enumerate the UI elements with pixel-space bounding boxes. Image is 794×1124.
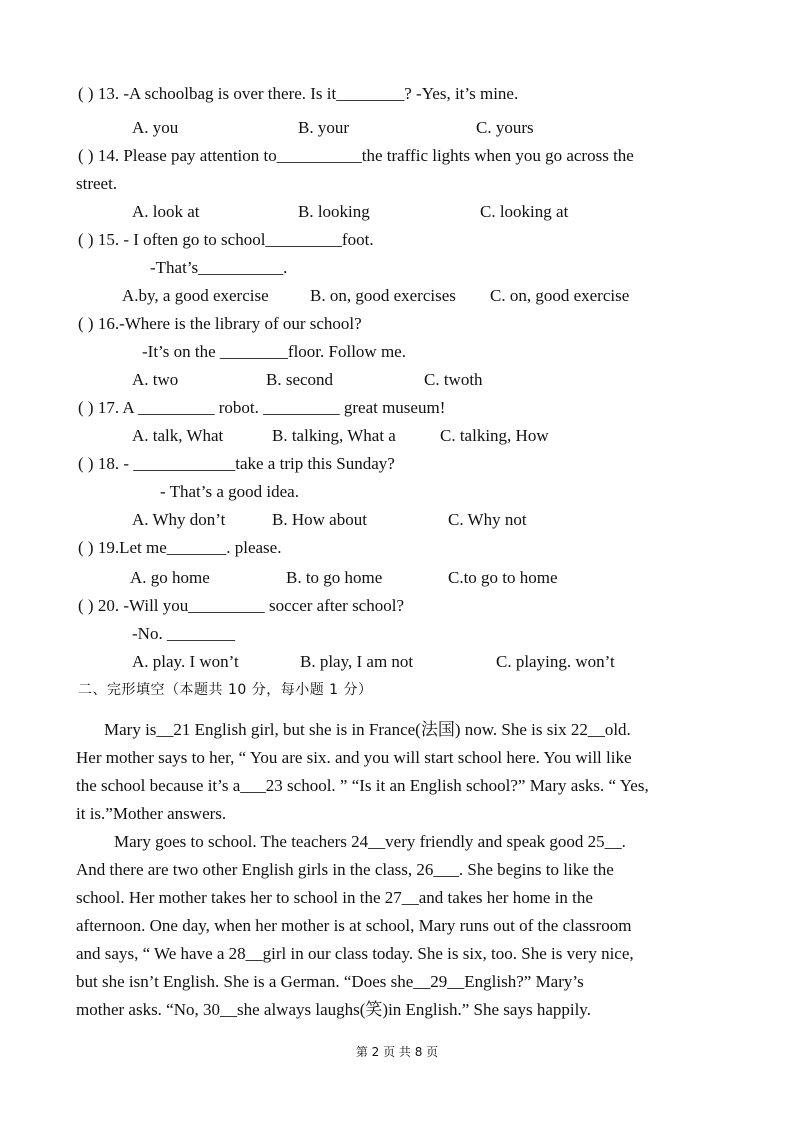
option-c: C. talking, How (440, 426, 549, 445)
option-a: A. you (132, 118, 179, 137)
question-16-reply: -It’s on the ________floor. Follow me. (142, 342, 406, 361)
cloze-line-3: the school because it’s a___23 school. ” “Is it an English school?” Mary asks. “ Yes, (76, 776, 649, 795)
question-18: ( ) 18. - ____________take a trip this Sunday? (78, 454, 395, 473)
option-c: C. yours (476, 118, 534, 137)
option-c: C. on, good exercise (490, 286, 630, 305)
option-a: A. go home (130, 568, 210, 587)
question-13: ( ) 13. -A schoolbag is over there. Is it________? -Yes, it’s mine. (78, 84, 519, 103)
question-20-reply: -No. ________ (132, 624, 235, 643)
option-c: C. playing. won’t (496, 652, 615, 671)
option-c: C.to go to home (448, 568, 558, 587)
cloze-line-7: school. Her mother takes her to school in the 27__and takes her home in the (76, 888, 593, 907)
option-a: A. play. I won’t (132, 652, 239, 671)
option-b: B. on, good exercises (310, 286, 456, 305)
question-14-cont: street. (76, 174, 118, 193)
option-a: A. look at (132, 202, 200, 221)
cloze-line-2: Her mother says to her, “ You are six. and you will start school here. You will like (76, 748, 632, 767)
question-14: ( ) 14. Please pay attention to__________the traffic lights when you go across the (78, 146, 634, 165)
option-a: A.by, a good exercise (122, 286, 269, 305)
option-c: C. twoth (424, 370, 483, 389)
question-16: ( ) 16.-Where is the library of our school? (78, 314, 362, 333)
question-15-reply: -That’s__________. (150, 258, 288, 277)
question-18-reply: - That’s a good idea. (160, 482, 299, 501)
option-b: B. looking (298, 202, 370, 221)
cloze-line-8: afternoon. One day, when her mother is at school, Mary runs out of the classroom (76, 916, 632, 935)
cloze-line-6: And there are two other English girls in the class, 26___. She begins to like the (76, 860, 614, 879)
question-17: ( ) 17. A _________ robot. _________ great museum! (78, 398, 446, 417)
section-title-cloze: 二、完形填空（本题共 10 分，每小题 1 分） (78, 682, 373, 698)
option-a: A. talk, What (132, 426, 224, 445)
cloze-line-11: mother asks. “No, 30__she always laughs(笑)in English.” She says happily. (76, 1000, 591, 1019)
option-a: A. Why don’t (132, 510, 226, 529)
question-19: ( ) 19.Let me_______. please. (78, 538, 282, 557)
option-b: B. How about (272, 510, 367, 529)
option-b: B. second (266, 370, 334, 389)
question-15: ( ) 15. - I often go to school_________foot. (78, 230, 374, 249)
cloze-line-4: it is.”Mother answers. (76, 804, 227, 823)
option-b: B. to go home (286, 568, 383, 587)
option-a: A. two (132, 370, 179, 389)
page-footer: 第 2 页 共 8 页 (355, 1045, 439, 1059)
cloze-line-9: and says, “ We have a 28__girl in our class today. She is six, too. She is very nice, (76, 944, 634, 963)
cloze-line-1: Mary is__21 English girl, but she is in France(法国) now. She is six 22__old. (104, 720, 631, 739)
option-b: B. talking, What a (272, 426, 396, 445)
question-20: ( ) 20. -Will you_________ soccer after school? (78, 596, 404, 615)
option-c: C. looking at (480, 202, 569, 221)
option-b: B. play, I am not (300, 652, 414, 671)
cloze-line-5: Mary goes to school. The teachers 24__very friendly and speak good 25__. (114, 832, 626, 851)
option-b: B. your (298, 118, 349, 137)
option-c: C. Why not (448, 510, 527, 529)
cloze-line-10: but she isn’t English. She is a German. “Does she__29__English?” Mary’s (76, 972, 584, 991)
